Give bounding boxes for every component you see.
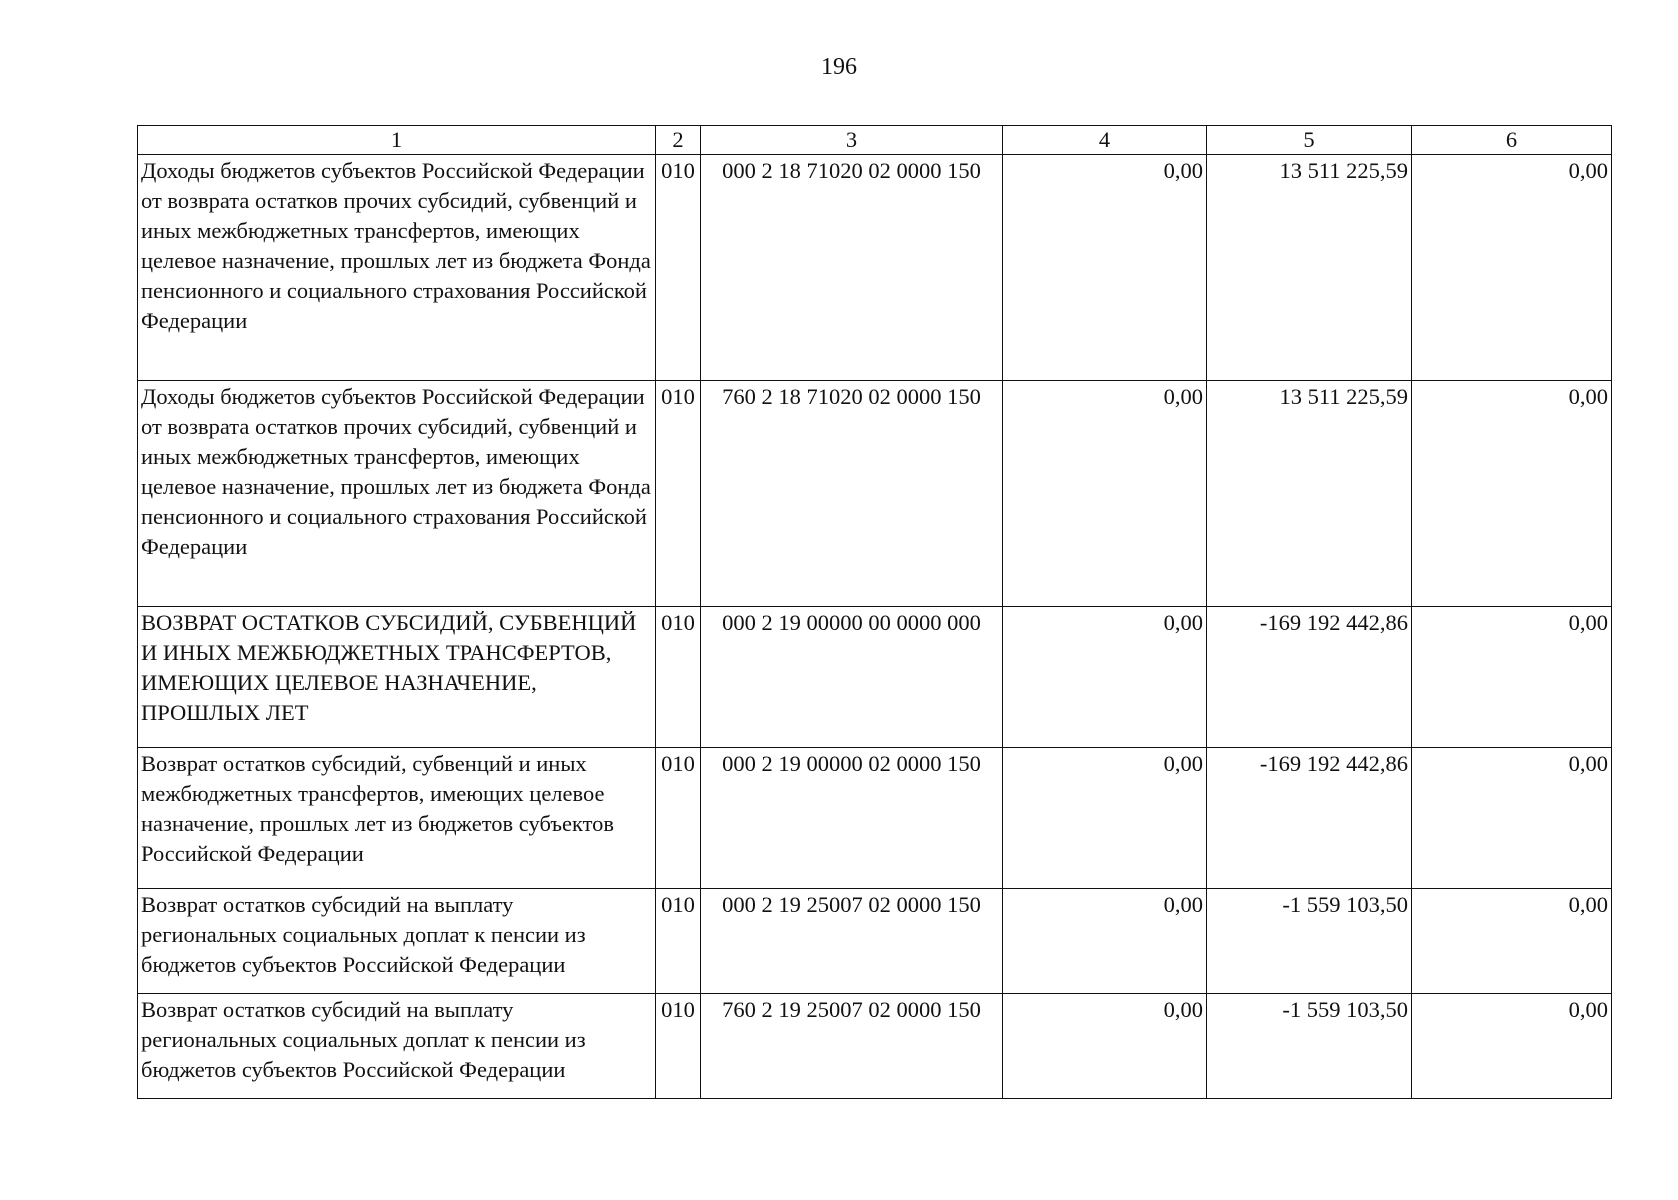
row-value-col5: 13 511 225,59 [1207, 381, 1412, 607]
row-value-col5: 13 511 225,59 [1207, 155, 1412, 381]
row-kbk: 000 2 18 71020 02 0000 150 [701, 155, 1003, 381]
row-value-col4: 0,00 [1003, 889, 1207, 994]
row-code: 010 [656, 994, 701, 1099]
row-name: Возврат остатков субсидий, субвенций и иных межбюджетных трансфертов, имеющих целевое назначение, прошлых лет из бюджетов субъектов Российской Федерации [138, 748, 656, 889]
row-code: 010 [656, 155, 701, 381]
row-kbk: 000 2 19 25007 02 0000 150 [701, 889, 1003, 994]
row-code: 010 [656, 607, 701, 748]
row-value-col5: -169 192 442,86 [1207, 748, 1412, 889]
row-code: 010 [656, 381, 701, 607]
row-code: 010 [656, 889, 701, 994]
row-name: Доходы бюджетов субъектов Российской Федерации от возврата остатков прочих субсидий, субвенций и иных межбюджетных трансфертов, имеющих целевое назначение, прошлых лет из бюджета Фонда пенсионного и социального страхования Российской Федерации [138, 381, 656, 607]
row-value-col6: 0,00 [1412, 748, 1612, 889]
row-value-col4: 0,00 [1003, 607, 1207, 748]
table-row [138, 607, 1612, 748]
budget-table [137, 125, 1612, 1099]
table-row [138, 381, 1612, 607]
row-kbk: 760 2 19 25007 02 0000 150 [701, 994, 1003, 1099]
row-kbk: 000 2 19 00000 00 0000 000 [701, 607, 1003, 748]
row-kbk: 000 2 19 00000 02 0000 150 [701, 748, 1003, 889]
row-value-col4: 0,00 [1003, 155, 1207, 381]
header-row [138, 126, 1612, 155]
table-row [138, 994, 1612, 1099]
row-code: 010 [656, 748, 701, 889]
row-value-col6: 0,00 [1412, 381, 1612, 607]
row-value-col6: 0,00 [1412, 994, 1612, 1099]
row-value-col4: 0,00 [1003, 748, 1207, 889]
row-value-col5: -1 559 103,50 [1207, 889, 1412, 994]
row-value-col4: 0,00 [1003, 994, 1207, 1099]
page-number: 196 [821, 54, 857, 80]
table-row [138, 748, 1612, 889]
header-col-1: 1 [138, 126, 656, 155]
header-col-6: 6 [1412, 126, 1612, 155]
row-value-col6: 0,00 [1412, 607, 1612, 748]
header-col-3: 3 [701, 126, 1003, 155]
row-value-col5: -169 192 442,86 [1207, 607, 1412, 748]
row-value-col5: -1 559 103,50 [1207, 994, 1412, 1099]
row-name: Возврат остатков субсидий на выплату региональных социальных доплат к пенсии из бюджетов субъектов Российской Федерации [138, 994, 656, 1099]
row-kbk: 760 2 18 71020 02 0000 150 [701, 381, 1003, 607]
header-col-2: 2 [656, 126, 701, 155]
header-col-4: 4 [1003, 126, 1207, 155]
row-value-col6: 0,00 [1412, 889, 1612, 994]
row-value-col6: 0,00 [1412, 155, 1612, 381]
row-name: ВОЗВРАТ ОСТАТКОВ СУБСИДИЙ, СУБВЕНЦИЙ И ИНЫХ МЕЖБЮДЖЕТНЫХ ТРАНСФЕРТОВ, ИМЕЮЩИХ ЦЕЛЕВОЕ НАЗНАЧЕНИЕ, ПРОШЛЫХ ЛЕТ [138, 607, 656, 748]
row-name: Доходы бюджетов субъектов Российской Федерации от возврата остатков прочих субсидий, субвенций и иных межбюджетных трансфертов, имеющих целевое назначение, прошлых лет из бюджета Фонда пенсионного и социального страхования Российской Федерации [138, 155, 656, 381]
row-name: Возврат остатков субсидий на выплату региональных социальных доплат к пенсии из бюджетов субъектов Российской Федерации [138, 889, 656, 994]
table-row [138, 889, 1612, 994]
row-value-col4: 0,00 [1003, 381, 1207, 607]
header-col-5: 5 [1207, 126, 1412, 155]
table-row [138, 155, 1612, 381]
